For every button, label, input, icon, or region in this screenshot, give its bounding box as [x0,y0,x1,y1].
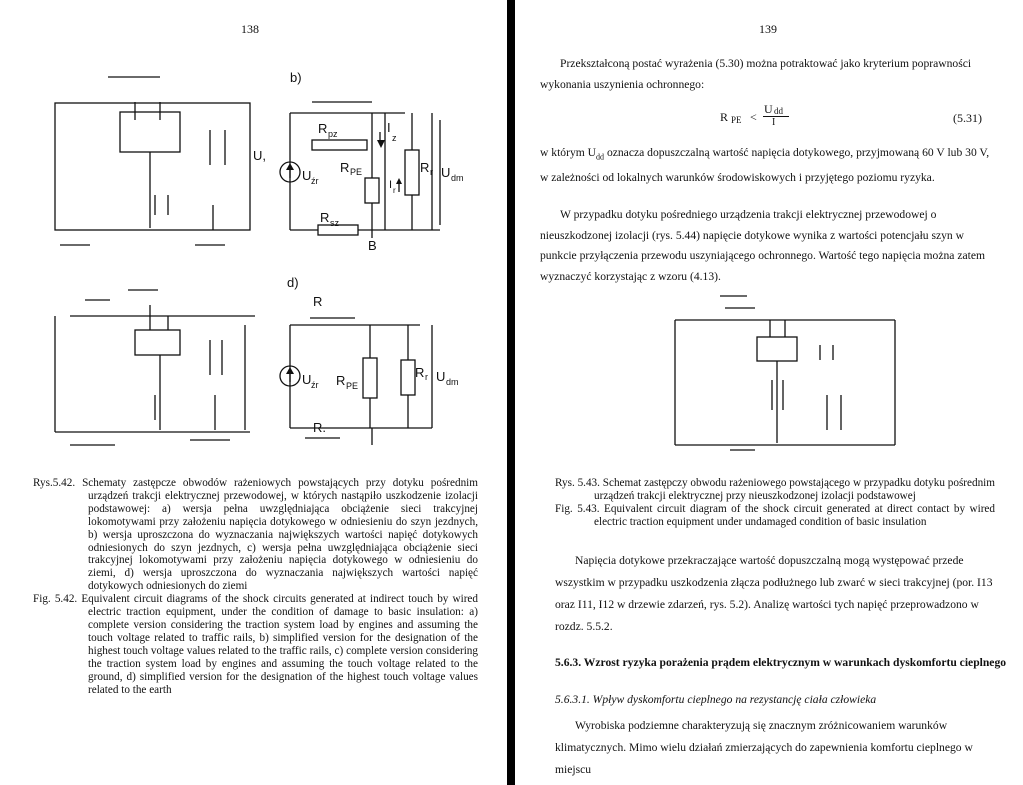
u-zr-label: U [302,168,312,183]
para2-lead: w którym U [540,146,597,159]
formula-op: < [750,110,757,124]
r-bottom-label: R. [313,420,326,435]
caption-pl-5-43: Rys. 5.43. Schemat zastępczy obwodu rażeniowego powstającego w przypadku dotyku pośrednim urządzeń trakcji elektrycznej przy nieuszkodzonej izolacji podstawowej [555,477,995,502]
u-zr-sub-d: źr [311,380,319,390]
r-pe-sub: PE [350,167,363,177]
r-label: R [313,294,323,309]
i-r-label: I [389,179,393,191]
figure-5-43-caption [555,477,995,529]
figure-5-43-circuit [515,285,1023,455]
page-number-right: 139 [759,22,777,36]
r-sz-label: R [320,210,330,225]
diagram-c [55,290,255,445]
r-pz-label: R [318,121,328,136]
formula-lhs-sub: PE [731,115,742,125]
figure-5-42-caption [33,477,478,696]
formula-lhs: R [720,110,729,124]
subsection-heading: 5.6.3.1. Wpływ dyskomfortu cieplnego na rezystancję ciała człowieka [555,693,877,706]
r-sz-sub: sz [330,218,339,228]
left-page [0,0,507,785]
i-z-sub: z [392,133,397,143]
u-zr-sub: źr [311,176,319,186]
figure-5-42-circuits [0,0,507,450]
caption-en-5-43: Fig. 5.43. Equivalent circuit diagram of the shock circuit generated at direct contact by wired electric traction equipment under undamaged condition of basic insulation [555,502,995,528]
formula-num: U [764,102,773,116]
r-pe-sub-d: PE [346,381,359,391]
fraction-bar [763,116,789,117]
i-z-label: I [387,120,391,135]
diagram-a [55,77,250,245]
formula-num-sub: dd [774,106,783,116]
para2-rest: oznacza dopuszczalną wartość napięcia dotykowego, przyjmowaną 60 V lub 30 V, w zależności od lokalnych warunków środowiskowych i przyjętego poziomu ryzyka. [540,146,990,184]
formula-number: (5.31) [953,111,982,125]
para2-sub: dd [596,152,605,162]
i-r-sub: r [393,186,396,195]
u-dm-sub: dm [451,173,464,183]
r-r-label: R [420,160,430,175]
caption-pl: Rys.5.42. Schematy zastępcze obwodów rażeniowych powstających przy dotyku pośrednim urządzeń trakcji elektrycznej przewodowej, w których nastąpiło uszkodzenie izolacji podstawowej: a) wersja pełna uwzględniająca obciążenie sieci trakcyjnej lokomotywami przy założeniu napięcia dotykowego w odniesieniu do szyn jezdnych, b) wersja uproszczona do wyznaczania największych wartości napięć dotykowych odniesionych do szyn jezdnych, c) wersja pełna uwzględniająca obciążenie sieci trakcyjnej lokomotywami przy założeniu napięcia dotykowego w odniesieniu do ziemi, d) wersja uproszczona do wyznaczania największych wartości napięć dotykowych odniesionych do ziemi [33,477,478,593]
diagram-b-label: b) [290,70,302,85]
u-cut-label: U, [253,148,266,163]
r-pe-label: R [340,160,350,175]
paragraph-1: Przekształconą postać wyrażenia (5.30) można potraktować jako kryterium poprawności wykonania uszynienia ochronnego: [540,57,972,91]
r-pz-sub: pz [328,129,338,139]
u-dm-label: U [441,165,451,180]
diagram-d-label: d) [287,275,299,290]
r-r-label-d: R [415,365,425,380]
paragraph-3: W przypadku dotyku pośredniego urządzenia trakcji elektrycznej przewodowej o nieuszkodzonej izolacji (rys. 5.44) napięcie dotykowe wynika z wartości potencjału szyn w punkcie przyłączenia przewodu uszyniającego ochronnego. Wartość tego napięcia można zatem wyznaczyć korzystając z wzoru (4.13). [540,208,986,283]
caption-en: Fig. 5.42. Equivalent circuit diagrams of the shock circuits generated at indirect touch by wired electric traction equipment, under the condition of damage to basic insulation: a) complete version considering the traction system load by engines and assuming the touch voltage related to traffic rails, b) simplified version for the designation of the highest touch voltage values related to the traffic rails, c) complete version considering the traction system load by engines and assuming the touch voltage related to the ground, d) simplified version for the designation of the highest touch voltage values related to the earth [33,593,478,696]
paragraph-4: Napięcia dotykowe przekraczające wartość dopuszczalną mogą występować przede wszystkim w przypadku uszkodzenia złącza podłużnego lub zwarć w sieci trakcyjnej (por. I13 oraz I11, I12 w drzewie zdarzeń, rys. 5.2). Analizę wartości tych napięć przeprowadzono w rozdz. 5.5.2. [555,554,993,633]
right-page [515,0,1023,785]
u-dm-label-d: U [436,369,446,384]
r-pe-label-d: R [336,373,346,388]
formula-den: I [772,117,776,128]
paragraph-5: Wyrobiska podziemne charakteryzują się znacznym zróżnicowaniem warunków klimatycznych. Mimo wielu działań zmierzających do zapewnienia komfortu cieplnego w miejscu [555,719,973,776]
section-heading: 5.6.3. Wzrost ryzyka porażenia prądem elektrycznym w warunkach dyskomfortu cieplnego [555,656,1007,669]
u-dm-sub-d: dm [446,377,459,387]
u-zr-label-d: U [302,372,312,387]
r-r-sub: r [430,167,433,177]
paragraph-2 [540,143,990,188]
formula-5-31 [720,102,1005,132]
r-r-sub-d: r [425,372,428,382]
page-number: 138 [241,22,259,36]
node-b-label: B [368,238,377,253]
